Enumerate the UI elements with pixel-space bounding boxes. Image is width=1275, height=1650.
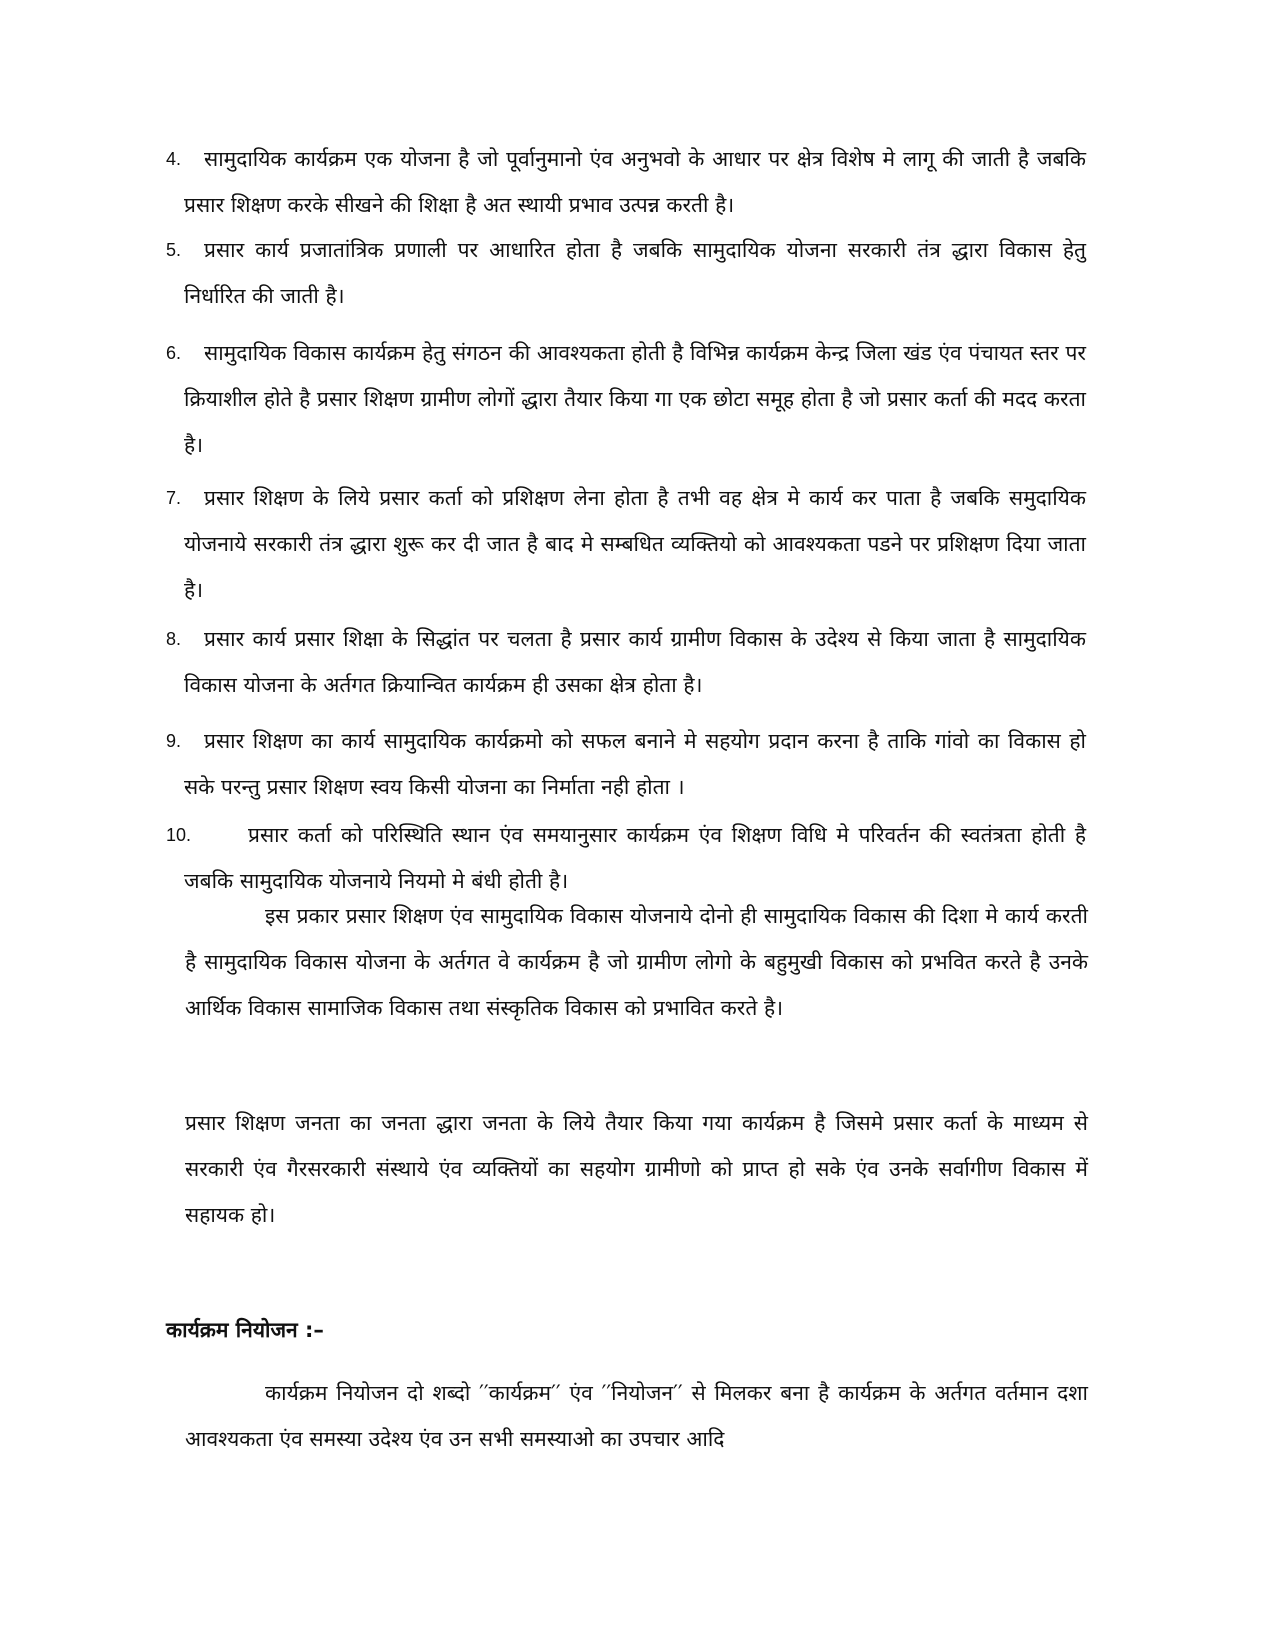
list-item-number: 8. xyxy=(166,629,182,649)
section-heading: कार्यक्रम नियोजन :– xyxy=(166,1318,324,1342)
list-item-text: सामुदायिक विकास कार्यक्रम हेतु संगठन की आवश्यकता होती है विभिन्न कार्यक्रम केन्द्र जिला खंड एंव पंचायत स्तर पर क्रियाशील होते है प्रसार शिक्षण ग्रामीण लोगों द्धारा तैयार किया गा एक छोटा समूह होता है जो प्रसार कर्ता की मदद करता है। xyxy=(184,341,1086,457)
list-item-text: सामुदायिक कार्यक्रम एक योजना है जो पूर्वानुमानो एंव अनुभवो के आधार पर क्षेत्र विशेष मे लागू की जाती है जबकि प्रसार शिक्षण करके सीखने की शिक्षा है अत स्थायी प्रभाव उत्पन्न करती है। xyxy=(184,147,1086,217)
list-item-number: 9. xyxy=(166,731,182,751)
list-item-9 xyxy=(166,718,1086,810)
list-item-text: प्रसार शिक्षण का कार्य सामुदायिक कार्यक्रमो को सफल बनाने मे सहयोग प्रदान करना है ताकि गांवो का विकास हो सके परन्तु प्रसार शिक्षण स्वय किसी योजना का निर्माता नही होता । xyxy=(184,729,1086,799)
list-item-text: प्रसार कार्य प्रजातांत्रिक प्रणाली पर आधारित होता है जबकि सामुदायिक योजना सरकारी तंत्र द्धारा विकास हेतु निर्धारित की जाती है। xyxy=(184,238,1086,308)
list-item-5 xyxy=(166,227,1086,319)
list-item-7 xyxy=(166,475,1086,613)
list-item-number: 10. xyxy=(166,825,192,845)
list-item-number: 4. xyxy=(166,149,182,169)
list-item-10 xyxy=(166,812,1086,904)
list-item-text: प्रसार शिक्षण के लिये प्रसार कर्ता को प्रशिक्षण लेना होता है तभी वह क्षेत्र मे कार्य कर पाता है जबकि समुदायिक योजनाये सरकारी तंत्र द्धारा शुरू कर दी जात है बाद मे सम्बधित व्यक्तियो को आवश्यकता पडने पर प्रशिक्षण दिया जाता है। xyxy=(184,486,1086,602)
list-item-8 xyxy=(166,616,1086,708)
list-item-6 xyxy=(166,330,1086,468)
summary-paragraph-2: प्रसार शिक्षण जनता का जनता द्धारा जनता के लिये तैयार किया गया कार्यक्रम है जिसमे प्रसार कर्ता के माध्यम से सरकारी एंव गैरसरकारी संस्थाये एंव व्यक्तियों का सहयोग ग्रामीणो को प्राप्त हो सके एंव उनके सर्वागीण विकास में सहायक हो। xyxy=(185,1111,1088,1227)
list-item-4 xyxy=(166,136,1086,228)
list-item-text: प्रसार कर्ता को परिस्थिति स्थान एंव समयानुसार कार्यक्रम एंव शिक्षण विधि मे परिवर्तन की स्वतंत्रता होती है जबकि सामुदायिक योजनाये नियमो मे बंधी होती है। xyxy=(184,823,1086,893)
list-item-number: 7. xyxy=(166,488,182,508)
list-item-number: 5. xyxy=(166,240,182,260)
list-item-number: 6. xyxy=(166,343,182,363)
summary-paragraph-1: इस प्रकार प्रसार शिक्षण एंव सामुदायिक विकास योजनाये दोनो ही सामुदायिक विकास की दिशा मे कार्य करती है सामुदायिक विकास योजना के अर्तगत वे कार्यक्रम है जो ग्रामीण लोगो के बहुमुखी विकास को प्रभवित करते है उनके आर्थिक विकास सामाजिक विकास तथा संस्कृतिक विकास को प्रभावित करते है। xyxy=(185,904,1088,1020)
list-item-text: प्रसार कार्य प्रसार शिक्षा के सिद्धांत पर चलता है प्रसार कार्य ग्रामीण विकास के उदेश्य से किया जाता है सामुदायिक विकास योजना के अर्तगत क्रियान्वित कार्यक्रम ही उसका क्षेत्र होता है। xyxy=(184,627,1086,697)
planning-intro-paragraph: कार्यक्रम नियोजन दो शब्दो ′′कार्यक्रम′′ एंव ′′नियोजन′′ से मिलकर बना है कार्यक्रम के अर्तगत वर्तमान दशा आवश्यकता एंव समस्या उदेश्य एंव उन सभी समस्याओ का उपचार आदि xyxy=(185,1381,1088,1451)
